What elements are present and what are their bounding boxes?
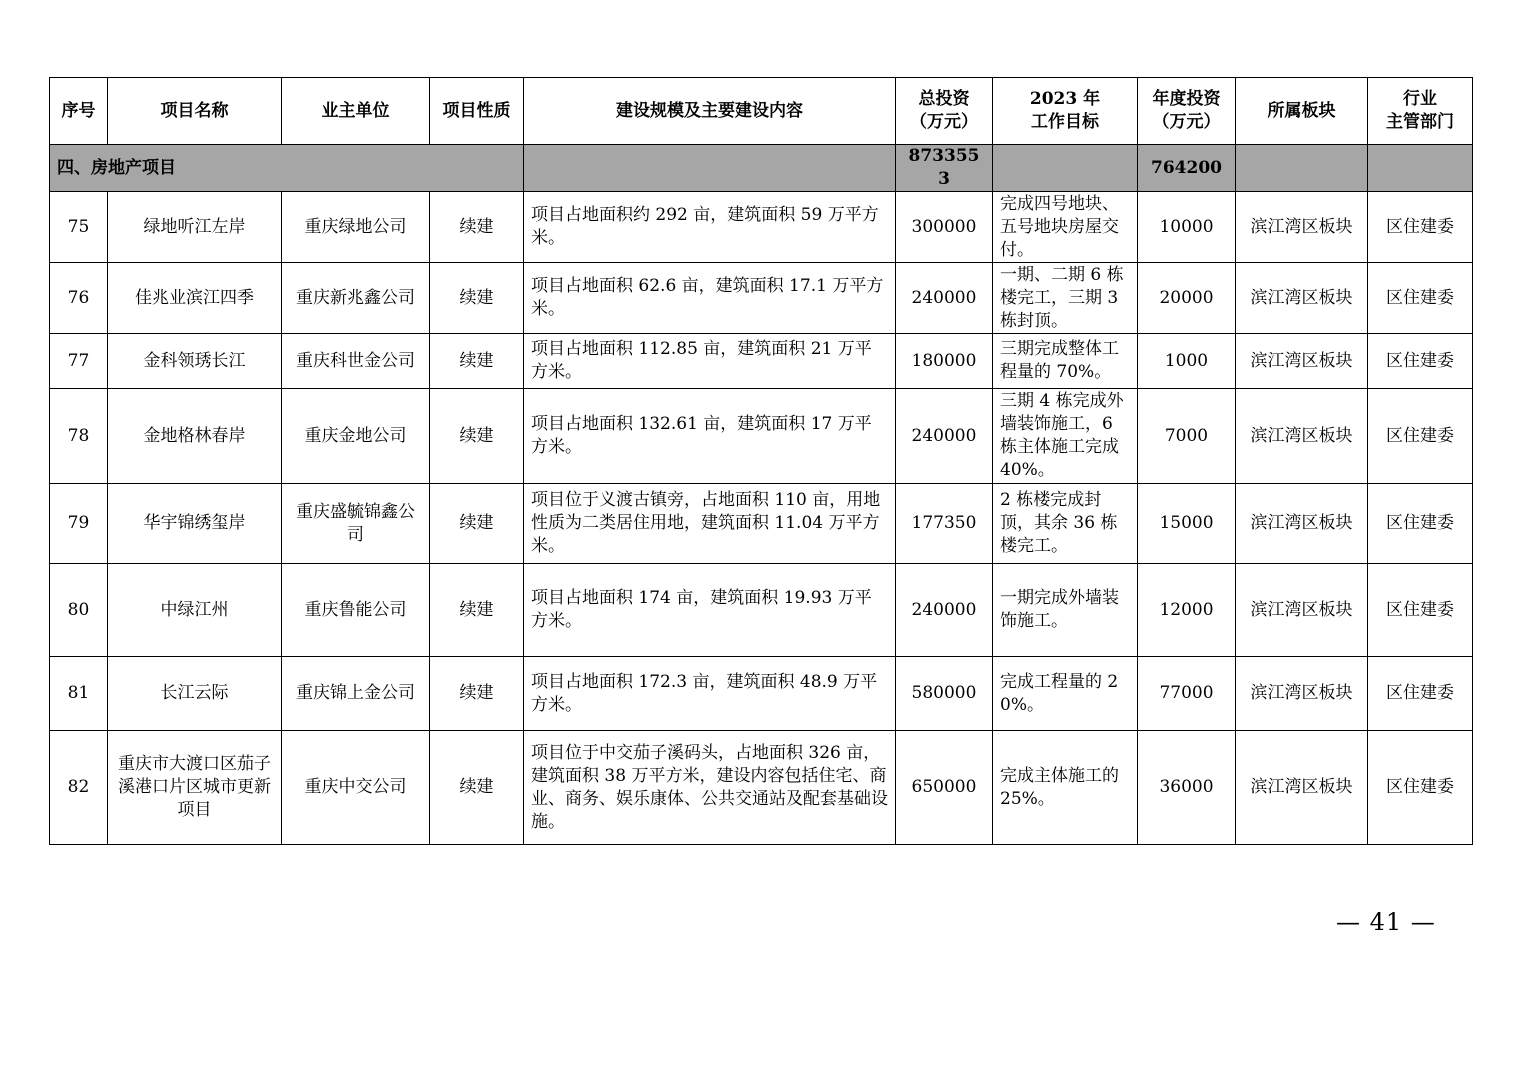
row-annual-investment: 7000: [1138, 389, 1236, 484]
row-target: 三期 4 栋完成外墙装饰施工，6 栋主体施工完成 40%。: [993, 389, 1138, 484]
row-dept: 区住建委: [1368, 564, 1473, 657]
row-content: 项目占地面积 62.6 亩，建筑面积 17.1 万平方米。: [524, 263, 896, 334]
header-sector: 所属板块: [1236, 78, 1368, 145]
row-nature: 续建: [430, 389, 524, 484]
row-target: 一期、二期 6 栋楼完工，三期 3 栋封顶。: [993, 263, 1138, 334]
row-nature: 续建: [430, 484, 524, 564]
row-annual-investment: 15000: [1138, 484, 1236, 564]
row-content: 项目位于义渡古镇旁，占地面积 110 亩，用地性质为二类居住用地，建筑面积 11.04 万平方米。: [524, 484, 896, 564]
section-empty-content: [524, 145, 896, 192]
row-annual-investment: 12000: [1138, 564, 1236, 657]
row-owner: 重庆金地公司: [282, 389, 430, 484]
row-annual-investment: 10000: [1138, 192, 1236, 263]
section-total-investment: 8733553: [896, 145, 993, 192]
row-owner: 重庆盛毓锦鑫公司: [282, 484, 430, 564]
row-content: 项目占地面积约 292 亩，建筑面积 59 万平方米。: [524, 192, 896, 263]
table-row: [50, 564, 1473, 657]
row-annual-investment: 36000: [1138, 731, 1236, 845]
row-content: 项目占地面积 172.3 亩，建筑面积 48.9 万平方米。: [524, 657, 896, 731]
row-project-name: 佳兆业滨江四季: [108, 263, 282, 334]
header-dept-line1: 行业: [1403, 89, 1437, 109]
row-dept: 区住建委: [1368, 192, 1473, 263]
header-dept-line2: 主管部门: [1386, 112, 1454, 132]
row-target: 完成工程量的 20%。: [993, 657, 1138, 731]
row-project-name: 绿地听江左岸: [108, 192, 282, 263]
row-dept: 区住建委: [1368, 334, 1473, 389]
row-content: 项目占地面积 112.85 亩，建筑面积 21 万平方米。: [524, 334, 896, 389]
row-target: 完成主体施工的 25%。: [993, 731, 1138, 845]
row-nature: 续建: [430, 263, 524, 334]
row-owner: 重庆鲁能公司: [282, 564, 430, 657]
row-total-investment: 180000: [896, 334, 993, 389]
row-annual-investment: 77000: [1138, 657, 1236, 731]
section-empty-dept: [1368, 145, 1473, 192]
row-nature: 续建: [430, 334, 524, 389]
row-no: 80: [50, 564, 108, 657]
row-total-investment: 177350: [896, 484, 993, 564]
row-nature: 续建: [430, 657, 524, 731]
row-total-investment: 300000: [896, 192, 993, 263]
row-project-name: 金地格林春岸: [108, 389, 282, 484]
project-table: [49, 77, 1473, 845]
section-annual-investment: 764200: [1138, 145, 1236, 192]
header-dept: [1368, 78, 1473, 145]
header-annual: [1138, 78, 1236, 145]
header-owner: 业主单位: [282, 78, 430, 145]
row-sector: 滨江湾区板块: [1236, 389, 1368, 484]
row-sector: 滨江湾区板块: [1236, 657, 1368, 731]
row-content: 项目位于中交茄子溪码头，占地面积 326 亩，建筑面积 38 万平方米，建设内容包括住宅、商业、商务、娱乐康体、公共交通站及配套基础设施。: [524, 731, 896, 845]
table-row: [50, 731, 1473, 845]
row-nature: 续建: [430, 192, 524, 263]
row-sector: 滨江湾区板块: [1236, 731, 1368, 845]
header-annual-line1: 年度投资: [1152, 89, 1221, 109]
header-nature: 项目性质: [430, 78, 524, 145]
table-row: [50, 484, 1473, 564]
row-nature: 续建: [430, 564, 524, 657]
row-total-investment: 240000: [896, 389, 993, 484]
project-rows: [50, 192, 1473, 845]
header-row: [50, 78, 1473, 145]
page-number: — 41 —: [1336, 908, 1436, 936]
row-owner: 重庆锦上金公司: [282, 657, 430, 731]
row-dept: 区住建委: [1368, 484, 1473, 564]
row-content: 项目占地面积 174 亩，建筑面积 19.93 万平方米。: [524, 564, 896, 657]
header-no: 序号: [50, 78, 108, 145]
row-total-investment: 240000: [896, 263, 993, 334]
header-target: [993, 78, 1138, 145]
section-title: 四、房地产项目: [50, 145, 524, 192]
header-target-line2: 工作目标: [1031, 112, 1099, 132]
row-owner: 重庆科世金公司: [282, 334, 430, 389]
row-sector: 滨江湾区板块: [1236, 334, 1368, 389]
header-name: 项目名称: [108, 78, 282, 145]
row-owner: 重庆绿地公司: [282, 192, 430, 263]
header-total: [896, 78, 993, 145]
row-dept: 区住建委: [1368, 263, 1473, 334]
row-no: 82: [50, 731, 108, 845]
header-annual-line2: （万元）: [1152, 112, 1221, 132]
row-no: 78: [50, 389, 108, 484]
row-dept: 区住建委: [1368, 389, 1473, 484]
row-total-investment: 580000: [896, 657, 993, 731]
row-target: 一期完成外墙装饰施工。: [993, 564, 1138, 657]
row-no: 77: [50, 334, 108, 389]
row-sector: 滨江湾区板块: [1236, 484, 1368, 564]
section-row: [50, 145, 1473, 192]
row-owner: 重庆中交公司: [282, 731, 430, 845]
row-no: 81: [50, 657, 108, 731]
row-content: 项目占地面积 132.61 亩，建筑面积 17 万平方米。: [524, 389, 896, 484]
row-project-name: 中绿江州: [108, 564, 282, 657]
header-target-line1: 2023 年: [1029, 89, 1101, 109]
table-row: [50, 192, 1473, 263]
section-empty-sector: [1236, 145, 1368, 192]
table-row: [50, 389, 1473, 484]
section-empty-target: [993, 145, 1138, 192]
row-project-name: 金科领琇长江: [108, 334, 282, 389]
row-sector: 滨江湾区板块: [1236, 192, 1368, 263]
row-total-investment: 240000: [896, 564, 993, 657]
row-target: 2 栋楼完成封顶，其余 36 栋楼完工。: [993, 484, 1138, 564]
row-annual-investment: 20000: [1138, 263, 1236, 334]
row-sector: 滨江湾区板块: [1236, 564, 1368, 657]
row-no: 75: [50, 192, 108, 263]
row-sector: 滨江湾区板块: [1236, 263, 1368, 334]
table-row: [50, 334, 1473, 389]
row-annual-investment: 1000: [1138, 334, 1236, 389]
row-nature: 续建: [430, 731, 524, 845]
header-total-line1: 总投资: [918, 89, 970, 109]
row-owner: 重庆新兆鑫公司: [282, 263, 430, 334]
row-project-name: 重庆市大渡口区茄子溪港口片区城市更新项目: [108, 731, 282, 845]
row-target: 三期完成整体工程量的 70%。: [993, 334, 1138, 389]
row-no: 76: [50, 263, 108, 334]
row-no: 79: [50, 484, 108, 564]
row-target: 完成四号地块、五号地块房屋交付。: [993, 192, 1138, 263]
header-content: 建设规模及主要建设内容: [524, 78, 896, 145]
header-total-line2: （万元）: [910, 112, 978, 132]
row-project-name: 华宇锦绣玺岸: [108, 484, 282, 564]
row-total-investment: 650000: [896, 731, 993, 845]
row-project-name: 长江云际: [108, 657, 282, 731]
table-row: [50, 263, 1473, 334]
table-row: [50, 657, 1473, 731]
row-dept: 区住建委: [1368, 657, 1473, 731]
row-dept: 区住建委: [1368, 731, 1473, 845]
